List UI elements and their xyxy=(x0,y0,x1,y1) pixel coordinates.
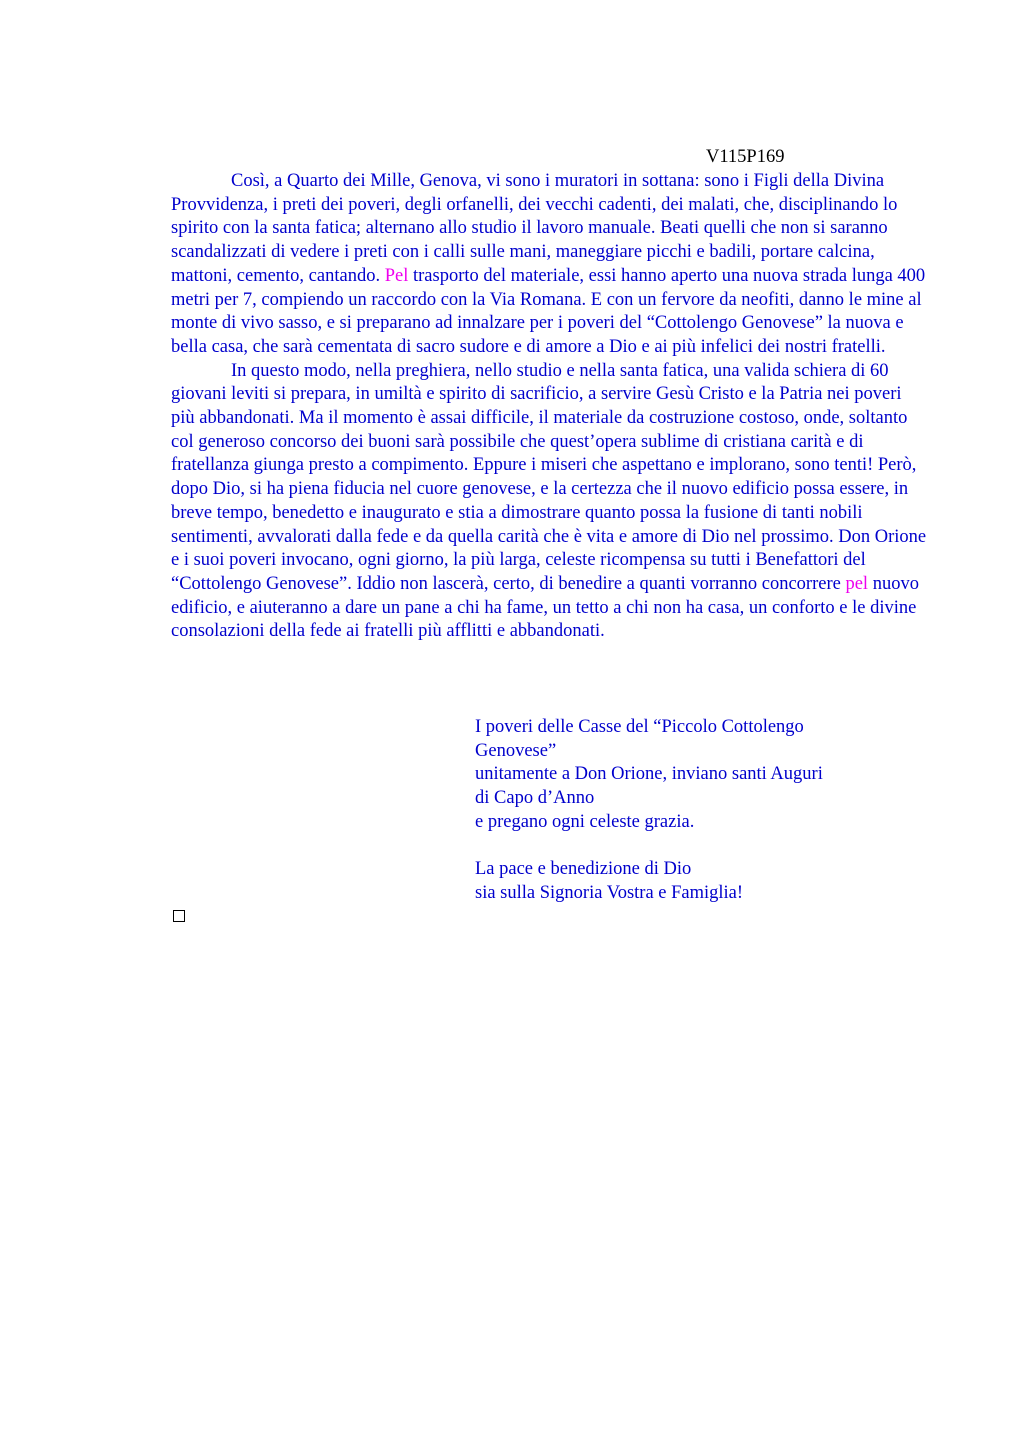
paragraph-2-text-b: nuovo edificio, e aiuteranno a dare un pane a chi ha fame, un tetto a chi non ha casa, un conforto e le divine consolazioni della fede ai fratelli più afflitti e abbandonati. xyxy=(171,573,919,642)
paragraph-2-highlight: pel xyxy=(845,573,869,594)
closing-line-1: I poveri delle Casse del “Piccolo Cottolengo xyxy=(475,717,804,737)
closing-line-7: sia sulla Signoria Vostra e Famiglia! xyxy=(475,882,744,903)
paragraph-1 xyxy=(171,170,929,360)
closing-spacer xyxy=(475,835,925,859)
paragraph-2 xyxy=(171,360,929,644)
paragraph-1-text-b: trasporto del materiale, essi hanno aperto una nuova strada lunga 400 metri per 7, compiendo un raccordo con la Via Romana. E con un fervore da neofiti, danno le mine al monte di vivo sasso, e si preparano ad innalzare per i poveri del “Cottolengo Genovese” la nuova e bella casa, che sarà cementata di sacro sudore e di amore a Dio e ai più infelici dei nostri fratelli. xyxy=(171,265,926,357)
closing-line-5: e pregano ogni celeste grazia. xyxy=(475,811,695,832)
closing-line-4: di Capo d’Anno xyxy=(475,788,595,809)
page-code: V115P169 xyxy=(706,147,785,167)
closing-line-3: unitamente a Don Orione, inviano santi Auguri xyxy=(475,764,823,785)
letter-body xyxy=(171,170,929,644)
closing-line-6: La pace e benedizione di Dio xyxy=(475,859,692,880)
paragraph-1-text-a: Così, a Quarto dei Mille, Genova, vi sono i muratori in sottana: sono i Figli della Divina Provvidenza, i preti dei poveri, degli orfanelli, dei vecchi cadenti, dei malati, che, disciplinando lo spirito con la santa fatica; alternano allo studio il lavoro manuale. Beati quelli che non si saranno scandalizzati di vedere i preti con i calli sulle mani, maneggiare picchi e badili, portare calcina, mattoni, cemento, cantando. xyxy=(171,171,898,286)
empty-checkbox[interactable] xyxy=(173,910,185,922)
paragraph-1-highlight: Pel xyxy=(384,265,409,286)
paragraph-2-text-a: In questo modo, nella preghiera, nello studio e nella santa fatica, una valida schiera di 60 giovani leviti si prepara, in umiltà e spirito di sacrificio, a servire Gesù Cristo e la Patria nei poveri più abbandonati. Ma il momento è assai difficile, il materiale da costruzione costoso, onde, soltanto col generoso concorso dei buoni sarà possibile che quest’opera sublime di cristiana carità e di fratellanza giunga presto a compimento. Eppure i miseri che aspettano e implorano, sono tenti! Però, dopo Dio, si ha piena fiducia nel cuore genovese, e la certezza che il nuovo edificio possa essere, in breve tempo, benedetto e inaugurato e stia a dimostrare quanto possa la fusione di tanti nobili sentimenti, avvalorati dalla fede e da quella carità che è vita e amore di Dio nel prossimo. Don Orione e i suoi poveri invocano, ogni giorno, la più larga, celeste ricompensa su tutti i Benefattori del “Cottolengo Genovese”. Iddio non lascerà, certo, di benedire a quanti vorranno concorrere xyxy=(171,360,927,594)
closing-line-2: Genovese” xyxy=(475,740,557,761)
closing-signature xyxy=(475,716,925,906)
